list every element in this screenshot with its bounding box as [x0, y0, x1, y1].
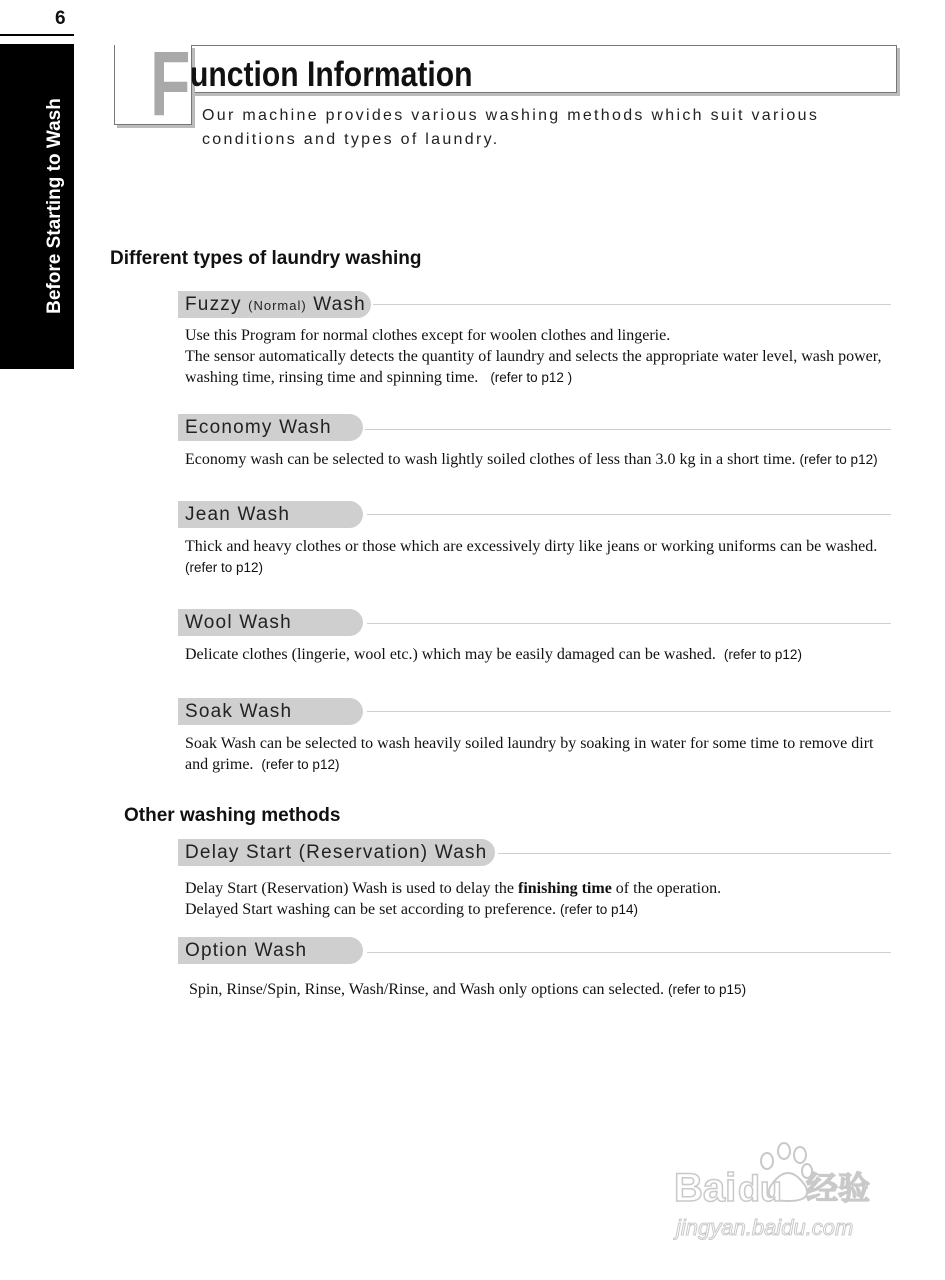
emphasis: finishing time [518, 880, 612, 897]
svg-text:Bai: Bai [674, 1166, 737, 1210]
divider [367, 711, 891, 712]
divider [373, 304, 891, 305]
desc-wool-wash: Delicate clothes (lingerie, wool etc.) which may be easily damaged can be washed. (refer to p12) [185, 646, 802, 663]
top-rule [0, 34, 74, 36]
page-number: 6 [55, 8, 66, 29]
title-initial: F [150, 33, 191, 135]
page-reference: (refer to p15) [668, 982, 747, 997]
divider [365, 429, 891, 430]
section-heading-laundry-types: Different types of laundry washing [110, 248, 422, 269]
desc-line: Thick and heavy clothes or those which are excessively dirty like jeans or working uniforms can be washed. [185, 538, 878, 555]
intro-text: Our machine provides various washing methods which suit various conditions and types of laundry. [202, 107, 820, 148]
pill-economy-wash: Economy Wash [178, 414, 363, 441]
pill-wool-wash: Wool Wash [178, 609, 363, 636]
desc-jean-wash [185, 536, 900, 578]
desc-line: The sensor automatically detects the quantity of laundry and selects the appropriate water level, wash power, washing time, rinsing time and spinning time. (refer to p12 ) [185, 348, 882, 386]
desc-line: Use this Program for normal clothes except for woolen clothes and lingerie. [185, 327, 671, 344]
page-reference: (refer to p14) [559, 902, 638, 917]
divider [367, 952, 891, 953]
desc-economy-wash: Economy wash can be selected to wash lightly soiled clothes of less than 3.0 kg in a short time. (refer to p12) [185, 451, 878, 468]
desc-delay-start-wash [185, 878, 900, 920]
page-reference: (refer to p12) [799, 452, 878, 467]
section-heading-other-methods: Other washing methods [124, 805, 341, 826]
page-reference: (refer to p12) [723, 647, 802, 662]
page-reference: (refer to p12 ) [490, 370, 573, 385]
pill-label: Wash [306, 294, 366, 315]
page-title: unction Information [190, 55, 473, 94]
divider [498, 853, 891, 854]
desc-fuzzy-wash [185, 325, 900, 388]
pill-option-wash: Option Wash [178, 937, 363, 964]
desc-line: Delay Start (Reservation) Wash is used to delay the finishing time of the operation. [185, 880, 722, 897]
pill-jean-wash: Jean Wash [178, 501, 363, 528]
pill-soak-wash: Soak Wash [178, 698, 363, 725]
svg-text:经验: 经验 [806, 1169, 871, 1207]
desc-soak-wash: Soak Wash can be selected to wash heavily soiled laundry by soaking in water for some time to remove dirt and grime. (refer to p12) [185, 735, 874, 773]
pill-delay-start-wash: Delay Start (Reservation) Wash [178, 839, 495, 866]
baidu-watermark-logo [672, 1135, 892, 1245]
divider [367, 623, 891, 624]
divider [367, 514, 891, 515]
desc-option-wash: Spin, Rinse/Spin, Rinse, Wash/Rinse, and Wash only options can selected. (refer to p15) [189, 981, 747, 998]
pill-label-small: (Normal) [248, 298, 307, 313]
pill-label: Fuzzy [185, 294, 249, 315]
page-reference: (refer to p12) [185, 560, 264, 575]
svg-text:jingyan.baidu.com: jingyan.baidu.com [676, 1215, 854, 1240]
desc-line: Delayed Start washing can be set according to preference. (refer to p14) [185, 901, 638, 918]
side-tab-label: Before Starting to Wash [44, 98, 65, 314]
page-reference: (refer to p12) [261, 757, 340, 772]
svg-text:du: du [738, 1168, 782, 1209]
pill-fuzzy-wash [178, 291, 371, 318]
